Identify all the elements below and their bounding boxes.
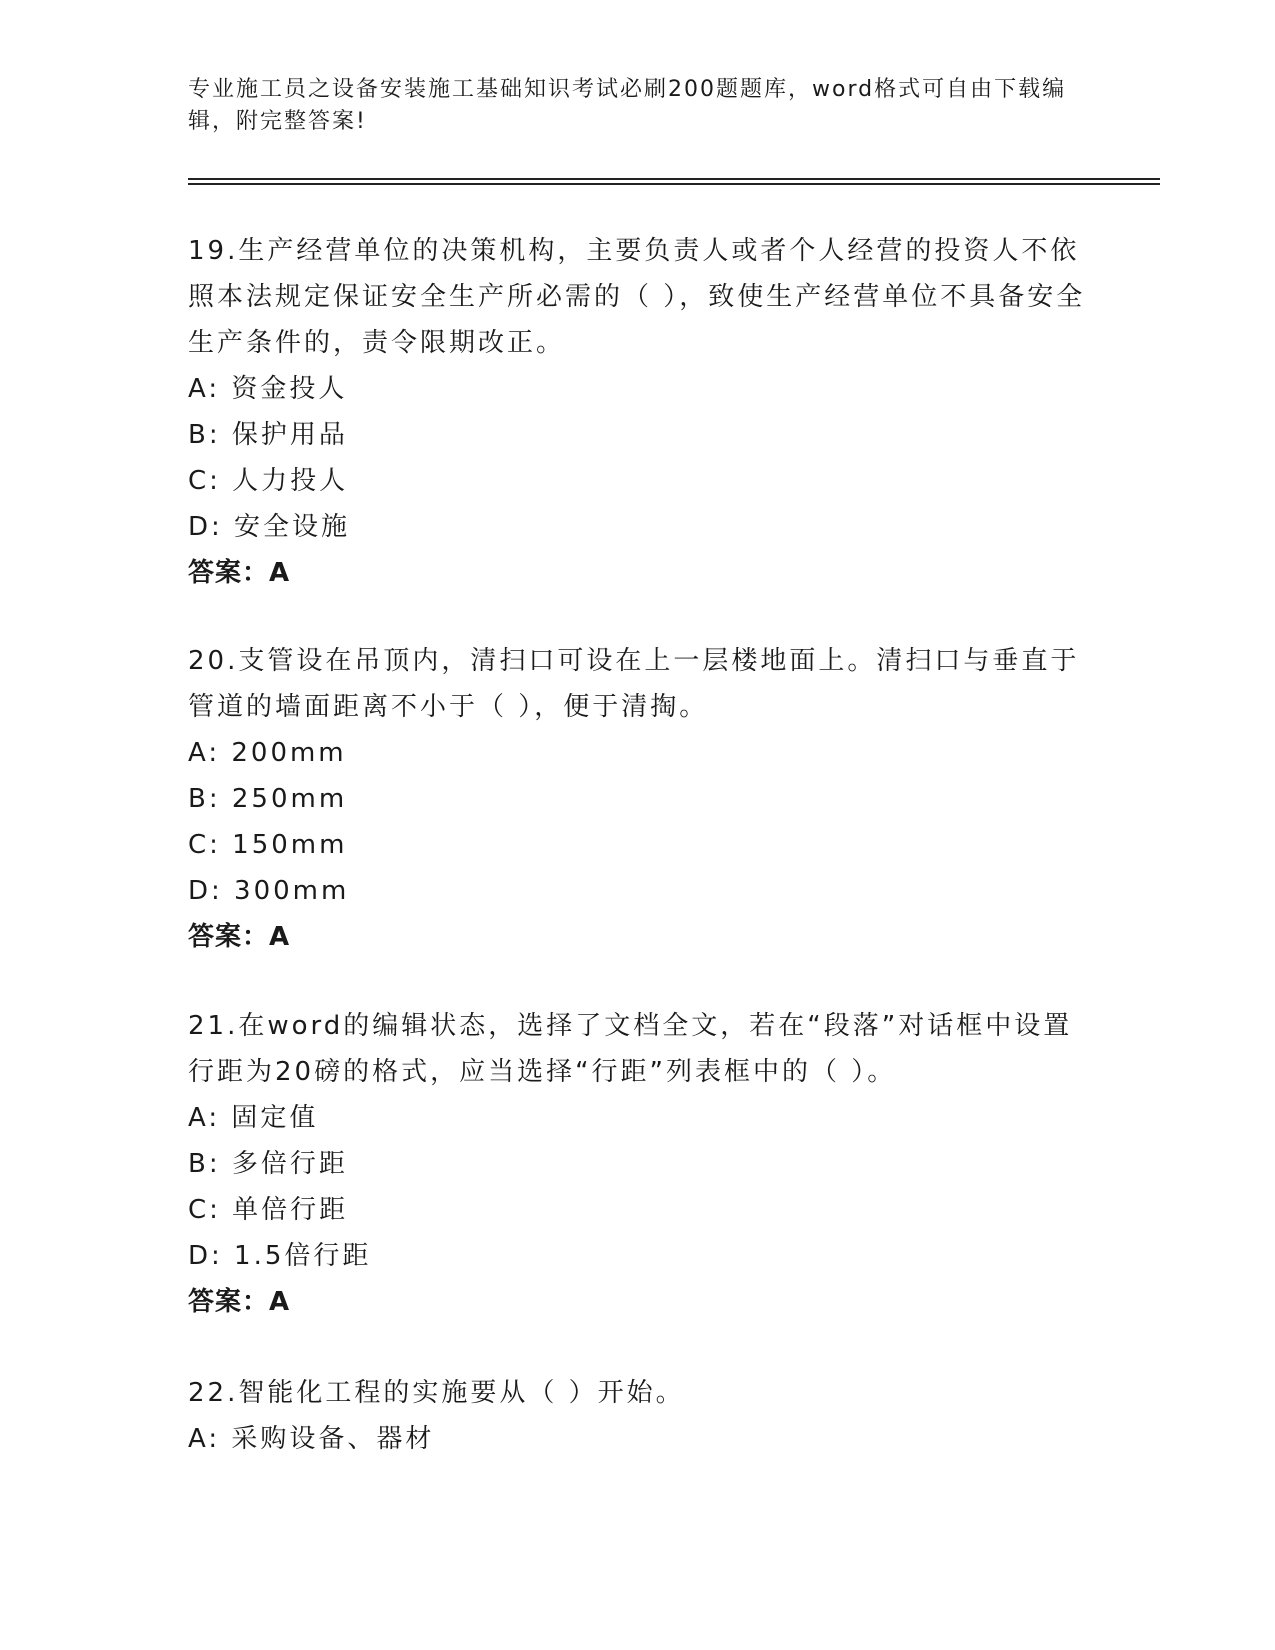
answer-label: 答案：A xyxy=(188,922,291,952)
question-19 xyxy=(188,228,1088,596)
option-a: A: 采购设备、器材 xyxy=(188,1424,435,1454)
question-20 xyxy=(188,638,1088,960)
option-c: C: 150mm xyxy=(188,830,348,860)
option-b: B: 保护用品 xyxy=(188,420,348,450)
option-c: C: 单倍行距 xyxy=(188,1195,349,1225)
question-stem: 19.生产经营单位的决策机构，主要负责人或者个人经营的投资人不依照本法规定保证安全生产所必需的（ ），致使生产经营单位不具备安全生产条件的，责令限期改正。 xyxy=(188,236,1086,358)
question-stem: 22.智能化工程的实施要从（ ）开始。 xyxy=(188,1378,685,1408)
question-21 xyxy=(188,1003,1088,1325)
document-header: 专业施工员之设备安装施工基础知识考试必刷200题题库，word格式可自由下载编辑，附完整答案! xyxy=(188,77,1067,134)
question-stem: 21.在word的编辑状态，选择了文档全文，若在“段落”对话框中设置行距为20磅的格式，应当选择“行距”列表框中的（ ）。 xyxy=(188,1011,1073,1087)
option-a: A: 资金投人 xyxy=(188,374,348,404)
option-b: B: 250mm xyxy=(188,784,348,814)
answer-label: 答案：A xyxy=(188,558,291,588)
option-d: D: 1.5倍行距 xyxy=(188,1241,372,1271)
answer-label: 答案：A xyxy=(188,1287,291,1317)
option-a: A: 200mm xyxy=(188,738,347,768)
option-d: D: 300mm xyxy=(188,876,350,906)
header-divider-top xyxy=(188,178,1160,180)
header-divider-bottom xyxy=(188,183,1160,185)
option-b: B: 多倍行距 xyxy=(188,1149,348,1179)
option-d: D: 安全设施 xyxy=(188,512,351,542)
option-c: C: 人力投人 xyxy=(188,466,349,496)
question-22 xyxy=(188,1370,1088,1462)
question-stem: 20.支管设在吊顶内，清扫口可设在上一层楼地面上。清扫口与垂直于管道的墙面距离不小于（ ），便于清掏。 xyxy=(188,646,1080,722)
option-a: A: 固定值 xyxy=(188,1103,319,1133)
